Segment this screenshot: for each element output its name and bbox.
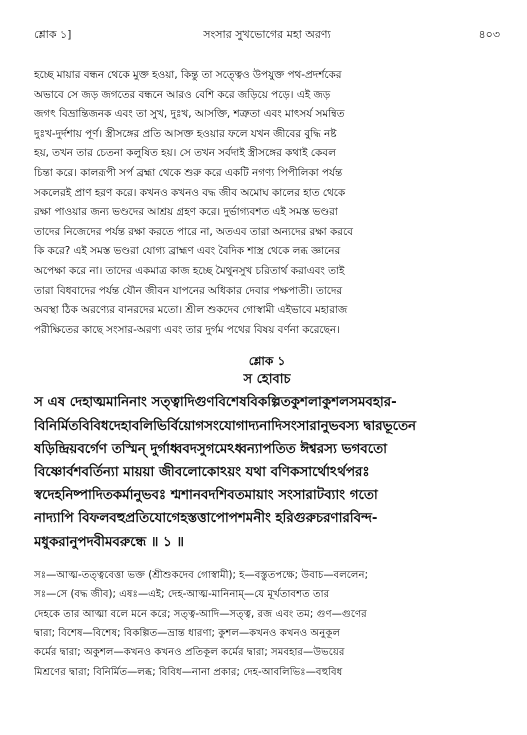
- synonym-line: দ্বারা; বিশেষ—বিশেষ; বিকল্পিত—ভ্রান্ত ধারণা; কুশল—কখনও কখনও অনুকূল: [34, 627, 341, 639]
- text-line: তাদের নিজেদের পর্যন্ত রক্ষা করতে পারে না, অতএব তারা অন্যদের রক্ষা করবে: [34, 225, 353, 238]
- page-number: ৪০৩: [478, 28, 500, 41]
- verse-line: বিনির্মিতবিবিধদেহাবলিভির্বিয়োগসংযোগাদ্যনাদিসংসারানুভবস্য দ্বারভূতেন: [34, 418, 417, 434]
- chapter-verse-ref: শ্লোক ১]: [34, 28, 72, 41]
- verse-line: মধুকরানুপদবীমবরুন্ধে ॥ ১ ॥: [34, 534, 184, 550]
- verse-number-heading: শ্লোক ১: [248, 354, 286, 369]
- text-line: তারা বিধবাদের পর্যন্ত যৌন জীবন যাপনের অধিকার দেবার পক্ষপাতী। তাদের: [34, 284, 343, 297]
- synonym-line: কর্মের দ্বারা; অকুশল—কখনও কখনও প্রতিকূল কর্মের দ্বারা; সমবহার—উভয়ের: [34, 647, 345, 659]
- text-line: কি করে? এই সমস্ত ভণ্ডরা যোগ্য ব্রাহ্মণ এবং বৈদিক শাস্ত্র থেকে লব্ধ জ্ঞানের: [34, 245, 341, 258]
- text-line: অপেক্ষা করে না। তাদের একমাত্র কাজ হচ্ছে মৈথুনসুখ চরিতার্থ করাএবং তাই: [34, 264, 345, 277]
- text-line: চিন্তা করে। কালরূপী সর্প ব্রহ্মা থেকে শুরু করে একটি নগণ্য পিপীলিকা পর্যন্ত: [34, 166, 343, 179]
- book-page: [34, 26, 500, 726]
- word-for-word-synonyms: [34, 566, 500, 682]
- verse-line: স এষ দেহাত্মমানিনাং সত্ত্বাদিগুণবিশেষবিকল্পিতকুশলাকুশলসমবহার-: [34, 395, 397, 411]
- synonym-line: সঃ—আত্ম-তত্ত্ববেত্তা ভক্ত (শ্রীশুকদেব গোস্বামী); হ—বস্তুতপক্ষে; উবাচ—বললেন;: [34, 569, 369, 581]
- running-title: সংসার সুখভোগের মহা অরণ্য: [203, 28, 331, 41]
- text-line: অভাবে সে জড় জগতের বন্ধনে আরও বেশি করে জড়িয়ে পড়ে। এই জড়: [34, 88, 331, 101]
- text-line: সকলেরই প্রাণ হরণ করে। কখনও কখনও বদ্ধ জীব অমোঘ কালের হাত থেকে: [34, 186, 346, 199]
- page-header: [34, 26, 500, 44]
- verse-line: ষড়িন্দ্রিয়বর্গেণ তস্মিন্ দুর্গাধ্ববদসুগমেঽধ্বন্যাপতিত ঈশ্বরস্য ভগবতো: [34, 441, 388, 457]
- text-line: অবস্থা ঠিক অরণ্যের বানরদের মতো। শ্রীল শুকদেব গোস্বামী এইভাবে মহারাজ: [34, 304, 348, 317]
- synonym-line: মিশ্রণের দ্বারা; বিনির্মিত—লব্ধ; বিবিধ—নানা প্রকার; দেহ-আবলিভিঃ—বহুবিধ: [34, 666, 343, 678]
- sanskrit-verse: [34, 391, 500, 553]
- text-line: হচ্ছে মায়ার বন্ধন থেকে মুক্ত হওয়া, কিন্তু তা সত্ত্বেও উপযুক্ত পথ-প্রদর্শকের: [34, 69, 342, 81]
- text-line: দুঃখ-দুর্দশায় পূর্ণ। স্ত্রীসঙ্গের প্রতি আসক্ত হওয়ার ফলে যখন জীবের বুদ্ধি নষ্ট: [34, 127, 337, 140]
- synonym-line: দেহকে তার আত্মা বলে মনে করে; সত্ত্ব-আদি—সত্ত্ব, রজ এবং তম; গুণ—গুণের: [34, 608, 367, 620]
- verse-intro: স হোবাচ: [243, 372, 291, 388]
- text-line: রক্ষা পাওয়ার জন্য ভণ্ডদের আশ্রয় গ্রহণ করে। দুর্ভাগ্যবশত এই সমস্ত ভণ্ডরা: [34, 206, 338, 219]
- text-line: হয়, তখন তার চেতনা কলুষিত হয়। সে তখন সর্বদাই স্ত্রীসঙ্গের কথাই কেবল: [34, 147, 336, 160]
- verse-line: বিষ্ণোর্বশবর্তিন্যা মায়য়া জীবলোকোঽয়ং যথা বণিকসার্থোঽর্থপরঃ: [34, 464, 370, 480]
- text-line: পরীক্ষিতের কাছে সংসার-অরণ্য এবং তার দুর্গম পথের বিষয় বর্ণনা করেছেন।: [34, 323, 340, 336]
- verse-line: স্বদেহনিষ্পাদিতকর্মানুভবঃ শ্মশানবদশিবতমায়াং সংসারাটব্যাং গতো: [34, 488, 378, 504]
- text-line: জগৎ বিভ্রান্তিজনক এবং তা সুখ, দুঃখ, আসক্তি, শত্রুতা এবং মাৎসর্য সমন্বিত: [34, 108, 345, 121]
- verse-line: নাদ্যাপি বিফলবহুপ্রতিযোগেহস্তত্তাপোপশমনীং হরিগুরুচরণারবিন্দ-: [34, 511, 378, 527]
- purport-paragraph: [34, 66, 500, 340]
- synonym-line: সঃ—সে (বদ্ধ জীব); এষঃ—এই; দেহ-আত্ম-মানিনাম্—যে মূর্খতাবশত তার: [34, 589, 330, 601]
